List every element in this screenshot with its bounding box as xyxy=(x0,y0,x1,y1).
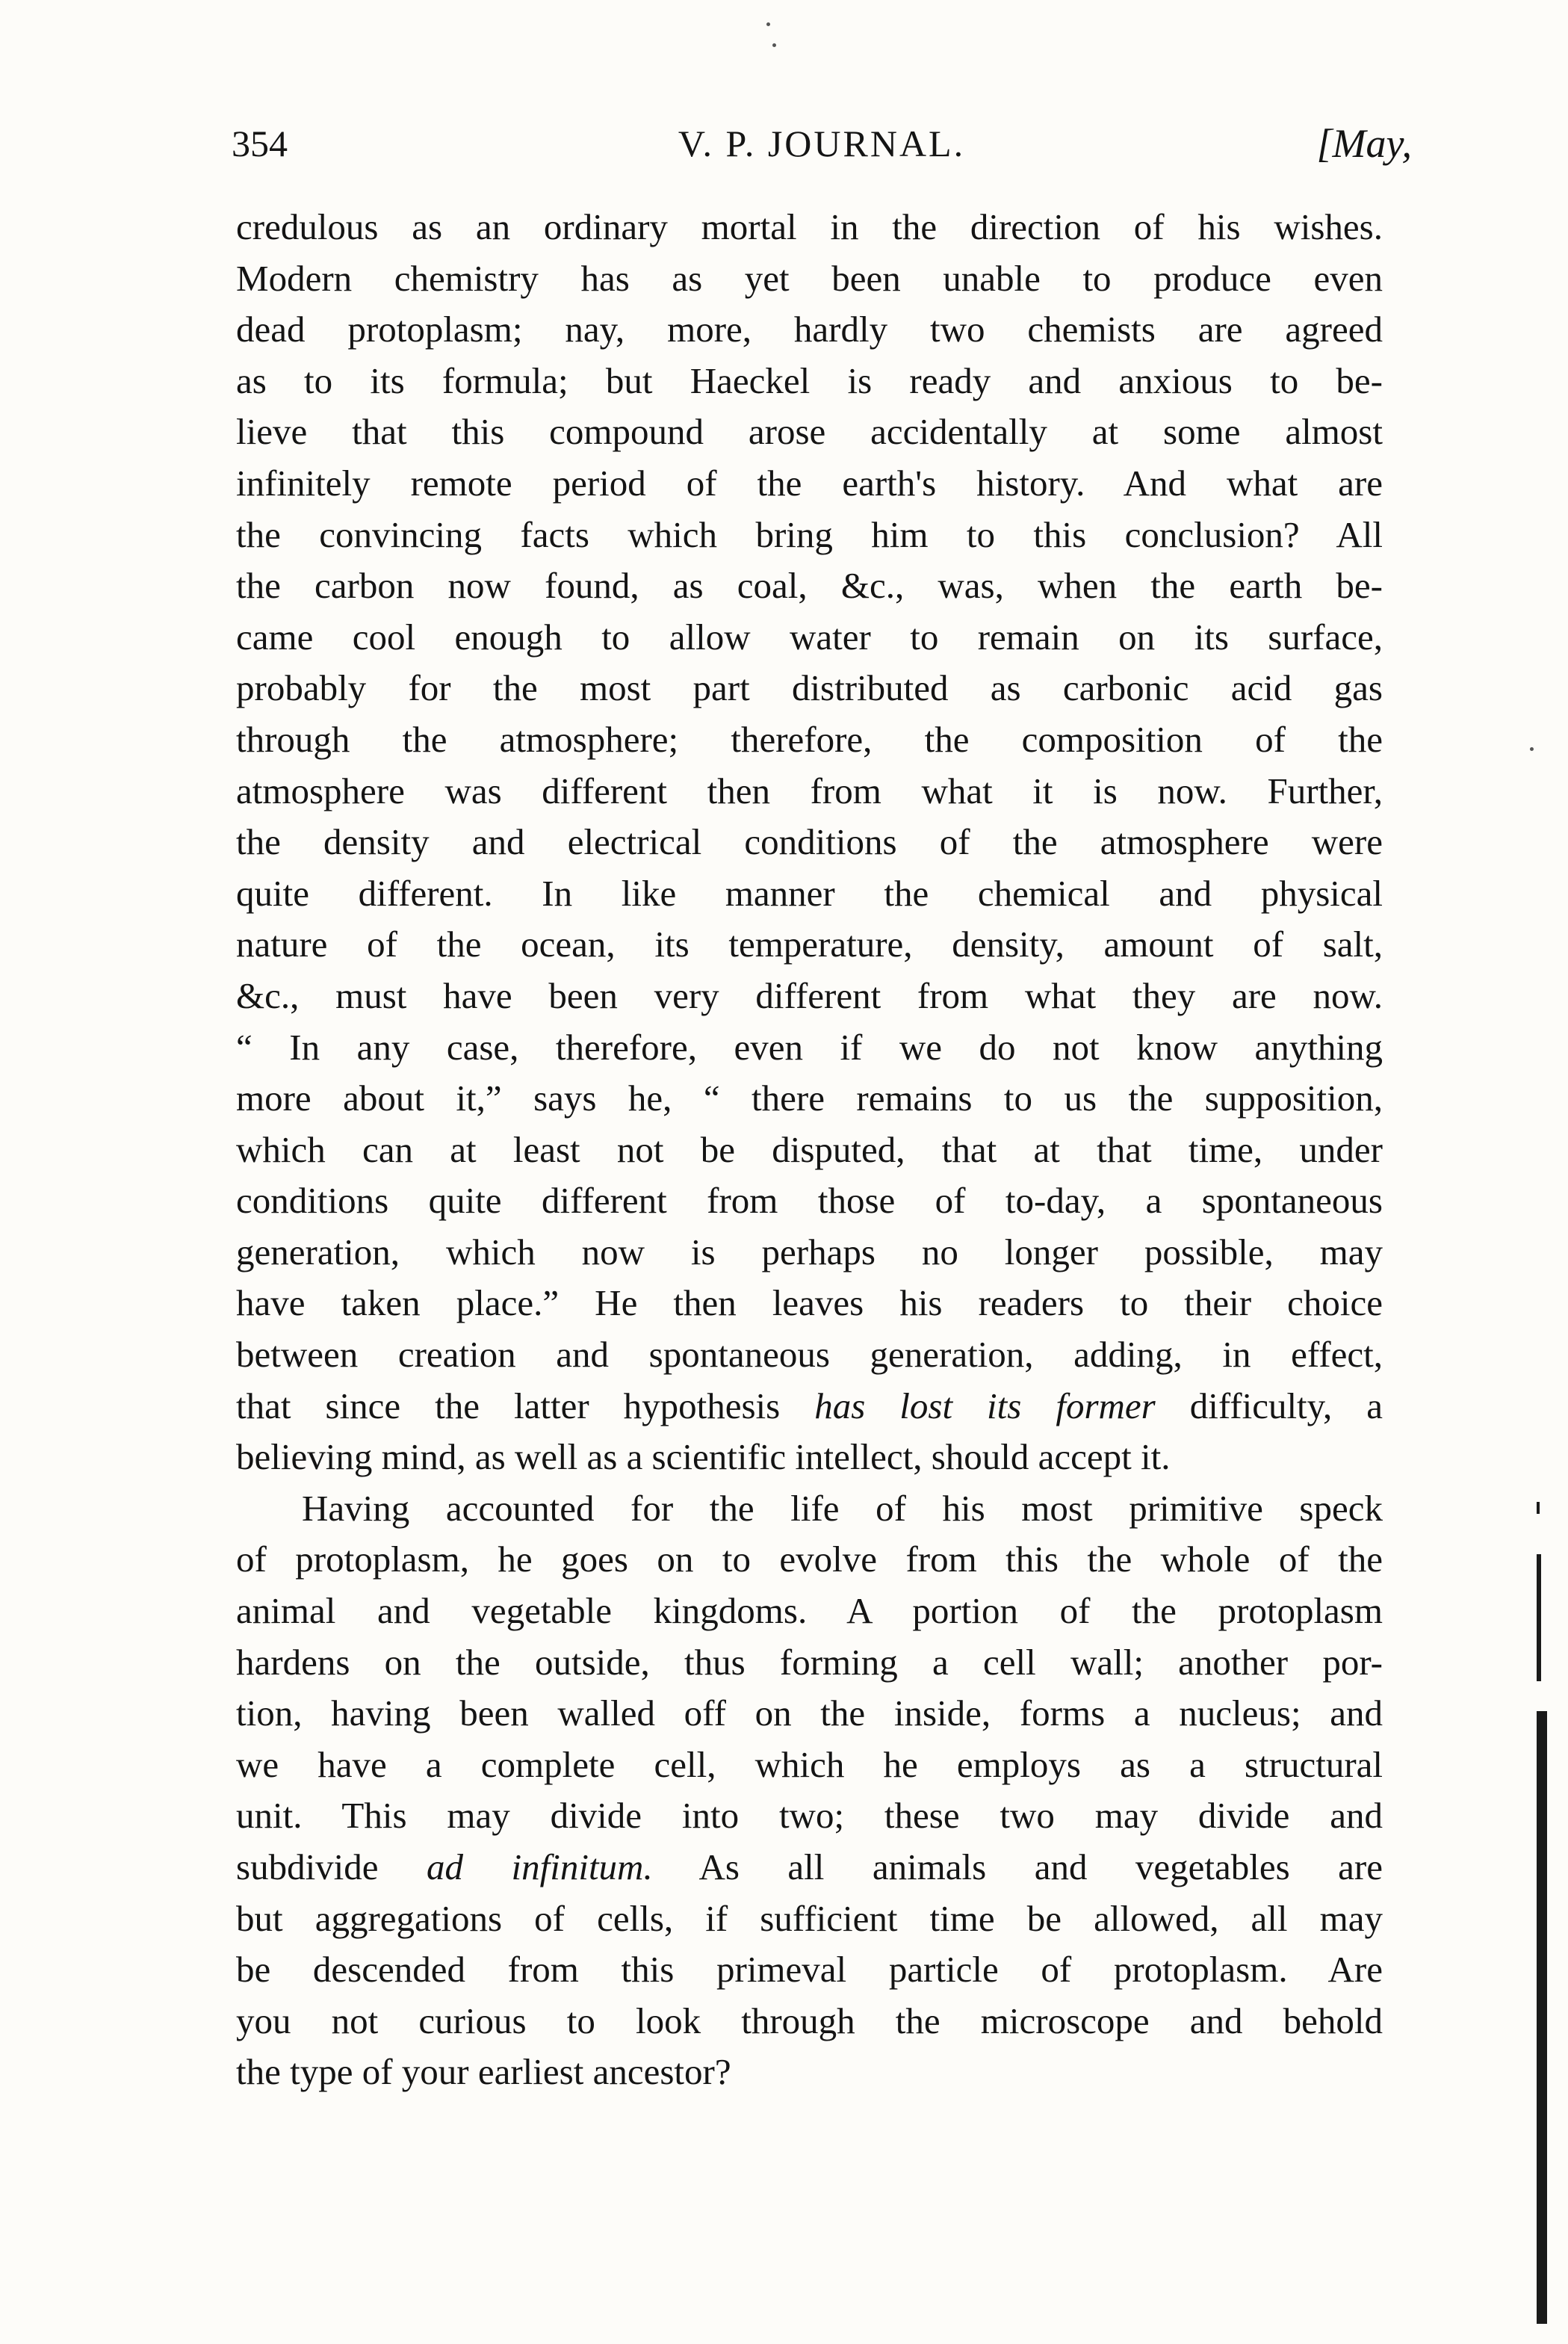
page-number: 354 xyxy=(232,123,288,164)
text-line: nature of the ocean, its temperature, density, amount of salt, xyxy=(236,924,1383,965)
italic-phrase: has lost its former xyxy=(814,1385,1156,1426)
text-run: difficulty, a xyxy=(1155,1385,1383,1426)
page-edge-shadow xyxy=(1537,1711,1547,2324)
paragraph-1 xyxy=(236,202,1383,1483)
text-line: atmosphere was different then from what it is now. Further, xyxy=(236,770,1383,811)
page-edge-shadow xyxy=(1537,1502,1540,1514)
text-line: between creation and spontaneous generation, adding, in effect, xyxy=(236,1334,1383,1376)
text-line: conditions quite different from those of to-day, a spontaneous xyxy=(236,1180,1383,1222)
text-run: As all animals and vegetables are xyxy=(652,1846,1383,1887)
text-line: animal and vegetable kingdoms. A portion of the protoplasm xyxy=(236,1590,1383,1632)
text-line: credulous as an ordinary mortal in the direction of his wishes. xyxy=(236,206,1383,247)
text-line: the carbon now found, as coal, &c., was, when the earth be- xyxy=(236,565,1383,607)
text-line: the type of your earliest ancestor? xyxy=(236,2051,731,2093)
header-month: [May, xyxy=(1316,121,1412,166)
paragraph-2 xyxy=(236,1483,1383,2098)
text-line: the convincing facts which bring him to this conclusion? All xyxy=(236,513,1383,555)
text-line: we have a complete cell, which he employs as a structural xyxy=(236,1743,1383,1785)
text-line: be descended from this primeval particle of protoplasm. Are xyxy=(236,1949,1383,1991)
text-line: of protoplasm, he goes on to evolve from this the whole of the xyxy=(236,1539,1383,1580)
text-line: as to its formula; but Haeckel is ready and anxious to be- xyxy=(236,359,1383,401)
text-line: tion, having been walled off on the inside, forms a nucleus; and xyxy=(236,1692,1383,1734)
text-run: that since the latter hypothesis xyxy=(236,1385,815,1426)
running-title: V. P. JOURNAL. xyxy=(678,123,966,164)
text-line: infinitely remote period of the earth's history. And what are xyxy=(236,462,1383,504)
text-line: dead protoplasm; nay, more, hardly two chemists are agreed xyxy=(236,309,1383,350)
text-line: more about it,” says he, “ there remains to us the supposition, xyxy=(236,1077,1383,1119)
text-line: Modern chemistry has as yet been unable to produce even xyxy=(236,257,1383,299)
text-line xyxy=(236,1381,1383,1432)
text-run: subdivide xyxy=(236,1846,427,1887)
text-line: Having accounted for the life of his most primitive speck xyxy=(302,1487,1383,1529)
text-line: lieve that this compound arose accidentally at some almost xyxy=(236,411,1383,453)
text-line: “ In any case, therefore, even if we do not know anything xyxy=(236,1026,1383,1068)
running-header xyxy=(232,114,1412,173)
text-line: unit. This may divide into two; these two may divide and xyxy=(236,1795,1383,1837)
text-line: generation, which now is perhaps no longer possible, may xyxy=(236,1231,1383,1272)
text-line: the density and electrical conditions of the atmosphere were xyxy=(236,821,1383,863)
print-speck xyxy=(766,22,770,26)
text-line: hardens on the outside, thus forming a cell wall; another por- xyxy=(236,1641,1383,1683)
text-line: quite different. In like manner the chemical and physical xyxy=(236,872,1383,914)
text-line xyxy=(236,1842,1383,1893)
page-edge-shadow xyxy=(1537,1554,1541,1681)
text-line: came cool enough to allow water to remain on its surface, xyxy=(236,616,1383,658)
body-text xyxy=(236,202,1383,2098)
text-line: believing mind, as well as a scientific intellect, should accept it. xyxy=(236,1436,1171,1478)
text-line: which can at least not be disputed, that at that time, under xyxy=(236,1128,1383,1170)
text-line: but aggregations of cells, if sufficient time be allowed, all may xyxy=(236,1897,1383,1939)
print-speck xyxy=(772,43,776,47)
italic-phrase: ad infinitum. xyxy=(427,1846,653,1887)
print-speck xyxy=(1530,747,1534,751)
text-line: have taken place.” He then leaves his readers to their choice xyxy=(236,1282,1383,1324)
text-line: through the atmosphere; therefore, the composition of the xyxy=(236,718,1383,760)
text-line: you not curious to look through the microscope and behold xyxy=(236,2000,1383,2041)
text-line: probably for the most part distributed as carbonic acid gas xyxy=(236,667,1383,709)
text-line: &c., must have been very different from what they are now. xyxy=(236,974,1383,1016)
